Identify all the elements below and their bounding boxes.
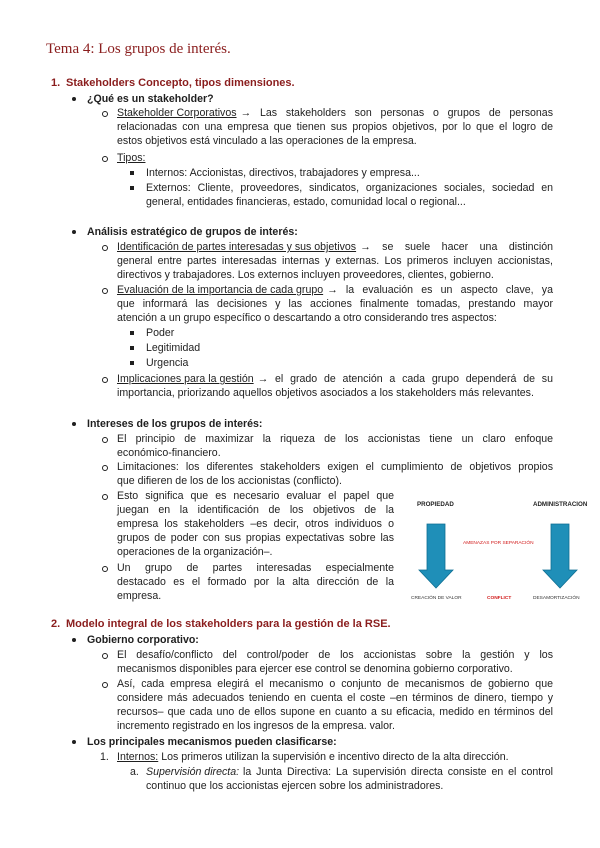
ident-line-2: general entre partes interesadas internas y externas. Los primeros incluyen accionistas,	[117, 255, 553, 267]
externos-line-2: general, entidades financieras, estado, comunidad local o regional...	[146, 196, 466, 208]
aspect-urgencia: Urgencia	[146, 357, 189, 369]
mec-sub-a-line-2: continuo que los accionistas ejercen sobre los administradores.	[146, 780, 444, 792]
diagram-middle-text: AMENAZAS POR SEPARACIÓN	[463, 541, 534, 546]
interes-p1-line-1: El principio de maximizar la riqueza de los accionistas tiene un claro enfoque	[117, 433, 553, 445]
ident-line-3: directivos y trabajadores. Los externos incluyen proveedores, clientes, gobierno.	[117, 269, 494, 281]
diagram-label-administracion: ADMINISTRACION	[533, 501, 588, 508]
bullet-dot	[72, 740, 76, 744]
bullet-circle	[102, 111, 108, 117]
bullet-circle	[102, 437, 108, 443]
left-arrow-shape	[419, 524, 453, 588]
section-heading: Modelo integral de los stakeholders para la gestión de la RSE.	[66, 618, 391, 630]
externos-line-1: Externos: Cliente, proveedores, sindicatos, organizaciones sociales, sociedad en	[146, 182, 553, 194]
interes-p2-line-1: Limitaciones: los diferentes stakeholders exigen el cumplimiento de objetivos propios	[117, 461, 553, 473]
aspect-legitimidad: Legitimidad	[146, 342, 201, 354]
corp-line-2: relacionadas con una empresa que tienen sus propios objetivos, por lo que el logro de	[117, 121, 553, 133]
section-number: 2.	[51, 618, 61, 630]
ident-line-1	[117, 240, 553, 254]
ident-label: Identificación de partes interesadas y sus objetivos	[117, 241, 357, 253]
eval-text: → la evaluación es un aspecto clave, ya	[327, 284, 553, 296]
corp-label: Stakeholder Corporativos	[117, 107, 237, 119]
interes-p2-line-2: que difieren de los de los accionistas (conflicto).	[117, 475, 342, 487]
bullet-circle	[102, 682, 108, 688]
subheading-mecanismos: Los principales mecanismos pueden clasificarse:	[87, 736, 337, 748]
bullet-dot	[72, 638, 76, 642]
section-number: 1.	[51, 77, 61, 89]
gob-p2-line-3: recursos– que cada uno de ellos supone en cuanto a su eficacia, medido en términos del	[117, 706, 553, 718]
eval-line-3: atención a un grupo específico o descartando a otro considerando tres aspectos:	[117, 312, 497, 324]
interes-p3-line-1: Esto significa que es necesario evaluar el papel que	[117, 490, 394, 502]
mec-item-1	[117, 750, 509, 764]
gob-p2-line-1: Así, cada empresa elegirá el mecanismo o conjunto de mecanismos de gobierno que	[117, 678, 553, 690]
bullet-circle	[102, 566, 108, 572]
interes-p4-line-1: Un grupo de partes interesadas especialmente	[117, 562, 394, 574]
impl-text: → el grado de atención a cada grupo dependerá de su	[257, 373, 553, 385]
interes-p1-line-2: económico-financiero.	[117, 447, 221, 459]
eval-label: Evaluación de la importancia de cada grupo	[117, 284, 324, 296]
gob-p2-line-4: incremento registrado en los ingresos de la empresa. valor.	[117, 720, 395, 732]
aspect-poder: Poder	[146, 327, 175, 339]
bullet-square	[130, 171, 134, 175]
interes-p3-line-2: juegan en la identificación de los objetivos de la	[117, 504, 394, 516]
page-title: Tema 4: Los grupos de interés.	[46, 41, 231, 57]
bullet-dot	[72, 230, 76, 234]
section-heading: Stakeholders Concepto, tipos dimensiones.	[66, 77, 295, 89]
impl-line-2: importancia, priorizando aquellos objetivos asociados a los stakeholders más relevantes.	[117, 387, 534, 399]
mec-sub-a-line-1	[146, 765, 553, 779]
subheading-gobierno: Gobierno corporativo:	[87, 634, 199, 646]
list-letter: a.	[130, 766, 139, 778]
corp-line-3: estos objetivos está vinculado a las operaciones de la empresa.	[117, 135, 417, 147]
impl-label: Implicaciones para la gestión	[117, 373, 254, 385]
ident-text: → se suele hacer una distinción	[360, 241, 553, 253]
eval-line-1	[117, 283, 553, 297]
bullet-circle	[102, 653, 108, 659]
bullet-circle	[102, 288, 108, 294]
sub-a-text: la Junta Directiva: La supervisión directa consiste en el control	[243, 766, 553, 778]
bullet-square	[130, 346, 134, 350]
diagram-label-propiedad: PROPIEDAD	[417, 501, 454, 508]
diagram-bottom-left: CREACIÓN DE VALOR	[411, 596, 462, 601]
diagram-bottom-right: DESAMORTIZACIÓN	[533, 596, 580, 601]
subheading-analisis: Análisis estratégico de grupos de interés:	[87, 226, 298, 238]
bullet-circle	[102, 156, 108, 162]
gob-p2-line-2: considere más adecuados teniendo en cuenta el coste –en términos de dinero, tiempo y	[117, 692, 553, 704]
mec-item-1-label: Internos:	[117, 751, 159, 763]
bullet-circle	[102, 377, 108, 383]
internos-text: Internos: Accionistas, directivos, trabajadores y empresa...	[146, 167, 420, 179]
interes-p3-line-3: empresa los stakeholders –es decir, otros individuos o	[117, 518, 394, 530]
bullet-circle	[102, 245, 108, 251]
diagram-arrows	[405, 492, 595, 607]
corp-line-1	[117, 106, 553, 120]
impl-line-1	[117, 372, 553, 386]
bullet-dot	[72, 422, 76, 426]
corp-text: → Las stakeholders son personas o grupos de personas	[240, 107, 553, 119]
sub-a-label: Supervisión directa:	[146, 766, 240, 778]
bullet-square	[130, 361, 134, 365]
interes-p4-line-3: empresa.	[117, 590, 162, 602]
bullet-square	[130, 186, 134, 190]
bullet-square	[130, 331, 134, 335]
subheading-intereses: Intereses de los grupos de interés:	[87, 418, 263, 430]
bullet-dot	[72, 97, 76, 101]
interes-p3-line-5: operaciones de la organización–.	[117, 546, 273, 558]
bullet-circle	[102, 494, 108, 500]
right-arrow-shape	[543, 524, 577, 588]
subheading-que-es: ¿Qué es un stakeholder?	[87, 93, 214, 105]
bullet-circle	[102, 465, 108, 471]
interes-p3-line-4: grupos de poder con sus propias expectativas sobre las	[117, 532, 394, 544]
interes-p4-line-2: destacado es el formado por la alta dirección de la	[117, 576, 394, 588]
tipos-label: Tipos:	[117, 152, 146, 164]
ownership-diagram	[405, 492, 595, 607]
mec-item-1-text: Los primeros utilizan la supervisión e incentivo directo de la alta dirección.	[161, 751, 509, 763]
list-number: 1.	[100, 751, 109, 763]
gob-p1-line-2: mecanismos disponibles para ejercer ese control se denomina gobierno corporativo.	[117, 663, 513, 675]
diagram-bottom-mid: CONFLICT	[487, 596, 512, 601]
gob-p1-line-1: El desafío/conflicto del control/poder de los accionistas sobre la gestión y los	[117, 649, 553, 661]
eval-line-2: que informará las decisiones y las acciones finalmente tomadas, prestando mayor	[117, 298, 553, 310]
